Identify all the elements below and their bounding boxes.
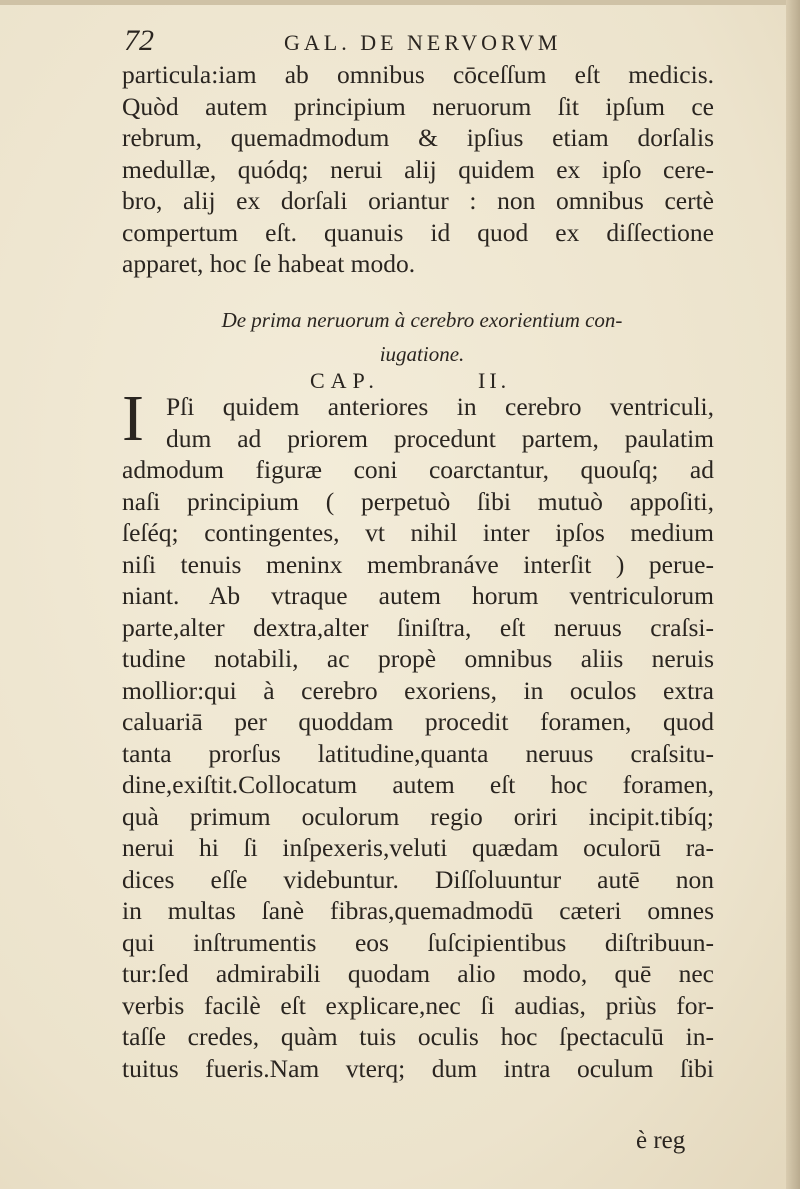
text-line: nerui hi ſi inſpexeris,veluti quædam oculorū ra- [122, 833, 714, 862]
text-line: verbis facilè eſt explicare,nec ſi audias, priùs for- [122, 990, 714, 1020]
text-line: niant. Ab vtraque autem horum ventriculorum [122, 581, 714, 610]
page-number: 72 [124, 24, 154, 57]
chapter-heading-line: iugatione. [379, 342, 465, 366]
page-right-edge [786, 0, 800, 1189]
text-line: naſi principium ( perpetuò ſibi mutuò appoſiti, [122, 486, 714, 516]
text-line: dices eſſe videbuntur. Diſſoluuntur autē non [122, 864, 714, 894]
paragraph-2 [122, 391, 714, 1084]
chapter-heading-line: De prima neruorum à cerebro exorientium con- [221, 308, 623, 332]
text-line: admodum figuræ coni coarctantur, quouſq; ad [122, 455, 714, 484]
text-line: mollior:qui à cerebro exoriens, in oculos extra [122, 675, 714, 705]
text-line: tanta prorſus latitudine,quanta neruus craſsitu- [122, 738, 714, 768]
text-line: apparet, hoc ſe habeat modo. [122, 249, 416, 278]
text-line: qui inſtrumentis eos ſuſcipientibus diſtribuun- [122, 927, 714, 957]
text-line: ſeſéq; contingentes, vt nihil inter ipſos medium [122, 518, 714, 547]
drop-cap: I [122, 382, 144, 455]
text-line: rebrum, quemadmodum & ipſius etiam dorſalis [122, 123, 714, 152]
text-line: dum ad priorem procedunt partem, paulatim [166, 423, 714, 453]
chapter-number: II. [478, 368, 511, 393]
paragraph-1 [122, 59, 714, 280]
text-line: in multas ſanè fibras,quemadmodū cæteri omnes [122, 896, 714, 925]
text-line: compertum eſt. quanuis id quod ex diſſectione [122, 217, 714, 247]
text-line: particula:iam ab omnibus cōceſſum eſt medicis. [122, 60, 714, 89]
page-header [124, 24, 744, 64]
text-line: bro, alij ex dorſali oriantur : non omnibus certè [122, 186, 714, 215]
text-line: parte,alter dextra,alter ſiniſtra, eſt neruus craſsi- [122, 612, 714, 642]
text-line: Pſi quidem anteriores in cerebro ventriculi, [166, 392, 714, 421]
text-line: medullæ, quódq; nerui alij quidem ex ipſo cere- [122, 154, 714, 184]
chapter-heading [142, 303, 702, 371]
running-head: GAL. DE NERVORVM [284, 30, 562, 55]
text-line: taſſe credes, quàm tuis oculis hoc ſpectaculū in- [122, 1022, 714, 1051]
catchword: è reg [636, 1127, 686, 1154]
text-line: caluariā per quoddam procedit foramen, quod [122, 707, 714, 736]
text-line: dine,exiſtit.Collocatum autem eſt hoc foramen, [122, 770, 714, 799]
text-line: niſi tenuis meninx membranáve interſit ) perue- [122, 549, 714, 579]
chapter-label: CAP. [310, 368, 380, 393]
text-line: tudine notabili, ac propè omnibus aliis neruis [122, 644, 714, 673]
text-line: tuitus fueris.Nam vterq; dum intra oculum ſibi [122, 1053, 714, 1083]
page-top-edge [0, 0, 800, 5]
text-line: tur:ſed admirabili quodam alio modo, quē nec [122, 959, 714, 988]
text-line: quà primum oculorum regio oriri incipit.tibíq; [122, 801, 714, 831]
text-line: Quòd autem principium neruorum ſit ipſum ce [122, 91, 714, 121]
